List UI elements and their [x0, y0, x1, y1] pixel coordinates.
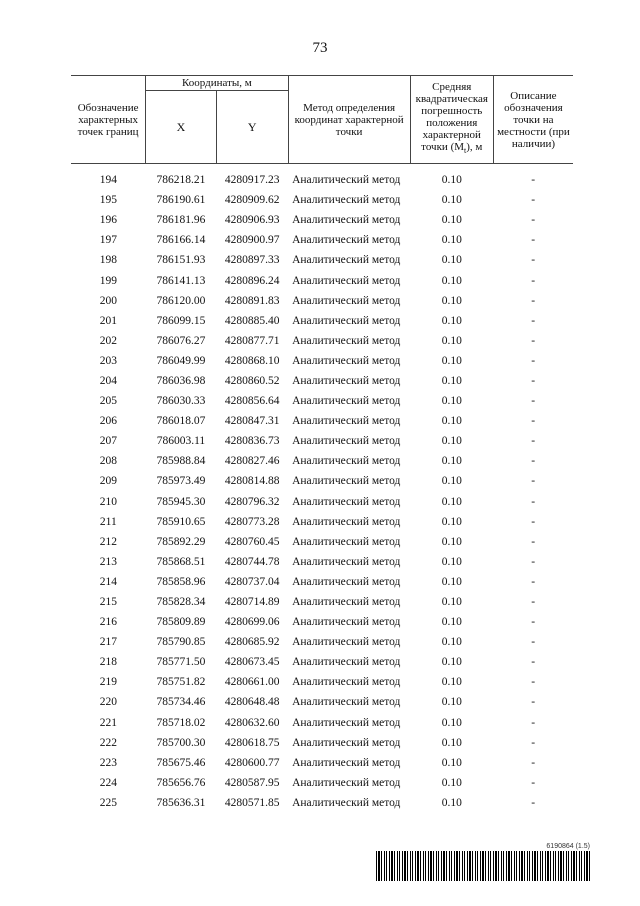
cell-coordinate-x: 785700.30	[156, 736, 206, 749]
cell-point-number: 194	[99, 174, 117, 187]
cell-coordinate-x: 785828.34	[156, 596, 206, 609]
cell-point-number: 200	[99, 294, 117, 307]
cell-error-value: 0.10	[441, 596, 462, 609]
table-row	[71, 552, 573, 572]
table-body	[71, 164, 573, 814]
cell-method: Аналитический метод	[292, 555, 401, 568]
table-row	[71, 773, 573, 793]
table-row	[71, 572, 573, 592]
cell-description: -	[531, 234, 536, 247]
cell-coordinate-x: 785809.89	[156, 616, 206, 629]
cell-coordinate-x: 786218.21	[156, 174, 206, 187]
cell-error-value: 0.10	[441, 274, 462, 287]
table-row	[71, 532, 573, 552]
page-number: 73	[312, 40, 328, 56]
cell-point-number: 215	[99, 596, 117, 609]
table-row	[71, 250, 573, 270]
cell-error-value: 0.10	[441, 174, 462, 187]
cell-method: Аналитический метод	[292, 756, 401, 769]
cell-coordinate-y: 4280836.73	[224, 435, 280, 448]
table-row	[71, 270, 573, 290]
table-row	[71, 592, 573, 612]
cell-coordinate-y: 4280909.62	[224, 194, 280, 207]
table-row	[71, 753, 573, 773]
cell-description: -	[531, 515, 536, 528]
barcode-icon	[376, 851, 590, 881]
cell-coordinate-y: 4280856.64	[224, 395, 280, 408]
cell-error-value: 0.10	[441, 435, 462, 448]
cell-method: Аналитический метод	[292, 435, 401, 448]
barcode-area	[376, 843, 590, 883]
cell-method: Аналитический метод	[292, 174, 401, 187]
cell-error-value: 0.10	[441, 415, 462, 428]
cell-point-number: 209	[99, 475, 117, 488]
table-row	[71, 230, 573, 250]
cell-coordinate-x: 785910.65	[156, 515, 206, 528]
cell-description: -	[531, 455, 536, 468]
cell-point-number: 197	[99, 234, 117, 247]
cell-error-value: 0.10	[441, 395, 462, 408]
cell-coordinate-x: 785734.46	[156, 696, 206, 709]
cell-description: -	[531, 555, 536, 568]
cell-coordinate-y: 4280896.24	[224, 274, 280, 287]
cell-point-number: 195	[99, 194, 117, 207]
cell-coordinate-x: 785945.30	[156, 495, 206, 508]
cell-coordinate-x: 786018.07	[156, 415, 206, 428]
header-error	[410, 76, 493, 164]
cell-error-value: 0.10	[441, 535, 462, 548]
cell-point-number: 196	[99, 214, 117, 227]
cell-point-number: 220	[99, 696, 117, 709]
cell-method: Аналитический метод	[292, 776, 401, 789]
cell-coordinate-y: 4280632.60	[224, 716, 280, 729]
cell-error-value: 0.10	[441, 214, 462, 227]
cell-method: Аналитический метод	[292, 716, 401, 729]
cell-method: Аналитический метод	[292, 395, 401, 408]
cell-error-value: 0.10	[441, 374, 462, 387]
cell-coordinate-y: 4280868.10	[224, 354, 280, 367]
cell-method: Аналитический метод	[292, 696, 401, 709]
cell-method: Аналитический метод	[292, 616, 401, 629]
table-row	[71, 210, 573, 230]
table-row	[71, 331, 573, 351]
cell-error-value: 0.10	[441, 616, 462, 629]
cell-error-value: 0.10	[441, 194, 462, 207]
table-row	[71, 652, 573, 672]
coordinates-table	[71, 75, 573, 813]
cell-method: Аналитический метод	[292, 294, 401, 307]
cell-error-value: 0.10	[441, 736, 462, 749]
cell-description: -	[531, 736, 536, 749]
table-row	[71, 672, 573, 692]
cell-error-value: 0.10	[441, 796, 462, 809]
cell-method: Аналитический метод	[292, 736, 401, 749]
cell-coordinate-x: 786030.33	[156, 395, 206, 408]
cell-point-number: 216	[99, 616, 117, 629]
cell-coordinate-x: 786166.14	[156, 234, 206, 247]
cell-coordinate-y: 4280827.46	[224, 455, 280, 468]
cell-point-number: 210	[99, 495, 117, 508]
cell-error-value: 0.10	[441, 776, 462, 789]
cell-description: -	[531, 756, 536, 769]
cell-coordinate-y: 4280648.48	[224, 696, 280, 709]
cell-point-number: 208	[99, 455, 117, 468]
cell-coordinate-y: 4280847.31	[224, 415, 280, 428]
cell-description: -	[531, 535, 536, 548]
cell-coordinate-y: 4280618.75	[224, 736, 280, 749]
table-row	[71, 391, 573, 411]
cell-description: -	[531, 495, 536, 508]
cell-error-value: 0.10	[441, 656, 462, 669]
cell-point-number: 222	[99, 736, 117, 749]
table-row	[71, 733, 573, 753]
cell-method: Аналитический метод	[292, 314, 401, 327]
cell-point-number: 211	[99, 515, 117, 528]
cell-point-number: 212	[99, 535, 117, 548]
cell-point-number: 224	[99, 776, 117, 789]
table-row	[71, 512, 573, 532]
cell-coordinate-y: 4280900.97	[224, 234, 280, 247]
cell-description: -	[531, 616, 536, 629]
table-row	[71, 713, 573, 733]
cell-method: Аналитический метод	[292, 354, 401, 367]
table-row	[71, 451, 573, 471]
header-x: X	[146, 91, 217, 164]
cell-error-value: 0.10	[441, 636, 462, 649]
cell-method: Аналитический метод	[292, 575, 401, 588]
cell-method: Аналитический метод	[292, 254, 401, 267]
table-row	[71, 632, 573, 652]
cell-method: Аналитический метод	[292, 796, 401, 809]
cell-method: Аналитический метод	[292, 234, 401, 247]
cell-point-number: 206	[99, 415, 117, 428]
header-designation: Обозначение характерных точек границ	[71, 76, 146, 164]
cell-method: Аналитический метод	[292, 596, 401, 609]
cell-method: Аналитический метод	[292, 214, 401, 227]
cell-coordinate-x: 786120.00	[156, 294, 206, 307]
cell-coordinate-y: 4280661.00	[224, 676, 280, 689]
cell-coordinate-y: 4280885.40	[224, 314, 280, 327]
cell-coordinate-x: 785718.02	[156, 716, 206, 729]
cell-point-number: 199	[99, 274, 117, 287]
cell-coordinate-x: 785636.31	[156, 796, 206, 809]
cell-description: -	[531, 676, 536, 689]
cell-point-number: 214	[99, 575, 117, 588]
cell-point-number: 218	[99, 656, 117, 669]
cell-point-number: 202	[99, 334, 117, 347]
cell-description: -	[531, 274, 536, 287]
header-coordinates-group: Координаты, м	[146, 76, 288, 91]
header-error-suffix: ), м	[466, 141, 483, 154]
header-y: Y	[216, 91, 288, 164]
cell-coordinate-y: 4280685.92	[224, 636, 280, 649]
cell-point-number: 213	[99, 555, 117, 568]
cell-coordinate-y: 4280877.71	[224, 334, 280, 347]
cell-coordinate-y: 4280673.45	[224, 656, 280, 669]
cell-description: -	[531, 796, 536, 809]
cell-method: Аналитический метод	[292, 636, 401, 649]
cell-description: -	[531, 435, 536, 448]
cell-error-value: 0.10	[441, 756, 462, 769]
cell-error-value: 0.10	[441, 254, 462, 267]
cell-coordinate-y: 4280897.33	[224, 254, 280, 267]
cell-description: -	[531, 415, 536, 428]
cell-coordinate-x: 785892.29	[156, 535, 206, 548]
cell-point-number: 203	[99, 354, 117, 367]
cell-coordinate-y: 4280891.83	[224, 294, 280, 307]
cell-coordinate-x: 786181.96	[156, 214, 206, 227]
cell-description: -	[531, 374, 536, 387]
cell-point-number: 201	[99, 314, 117, 327]
cell-description: -	[531, 395, 536, 408]
cell-description: -	[531, 475, 536, 488]
cell-error-value: 0.10	[441, 294, 462, 307]
cell-description: -	[531, 575, 536, 588]
cell-error-value: 0.10	[441, 314, 462, 327]
cell-error-value: 0.10	[441, 334, 462, 347]
cell-coordinate-y: 4280714.89	[224, 596, 280, 609]
cell-coordinate-x: 786003.11	[156, 435, 206, 448]
table-row	[71, 311, 573, 331]
cell-coordinate-y: 4280600.77	[224, 756, 280, 769]
cell-coordinate-x: 786141.13	[156, 274, 206, 287]
cell-description: -	[531, 656, 536, 669]
cell-point-number: 221	[99, 716, 117, 729]
cell-error-value: 0.10	[441, 354, 462, 367]
cell-coordinate-x: 786190.61	[156, 194, 206, 207]
cell-coordinate-y: 4280760.45	[224, 535, 280, 548]
table-row	[71, 351, 573, 371]
cell-coordinate-x: 785973.49	[156, 475, 206, 488]
cell-point-number: 198	[99, 254, 117, 267]
cell-coordinate-x: 786099.15	[156, 314, 206, 327]
cell-coordinate-x: 785868.51	[156, 555, 206, 568]
cell-description: -	[531, 294, 536, 307]
cell-coordinate-x: 785675.46	[156, 756, 206, 769]
cell-coordinate-x: 786036.98	[156, 374, 206, 387]
cell-description: -	[531, 636, 536, 649]
table-row	[71, 411, 573, 431]
table-row	[71, 471, 573, 491]
table-row	[71, 291, 573, 311]
cell-method: Аналитический метод	[292, 475, 401, 488]
cell-coordinate-y: 4280587.95	[224, 776, 280, 789]
cell-coordinate-x: 785771.50	[156, 656, 206, 669]
table-header	[71, 76, 573, 164]
cell-method: Аналитический метод	[292, 274, 401, 287]
cell-coordinate-y: 4280860.52	[224, 374, 280, 387]
header-description: Описание обозначения точки на местности (при наличии)	[493, 76, 573, 164]
cell-coordinate-y: 4280744.78	[224, 555, 280, 568]
cell-point-number: 223	[99, 756, 117, 769]
cell-method: Аналитический метод	[292, 676, 401, 689]
cell-method: Аналитический метод	[292, 415, 401, 428]
cell-error-value: 0.10	[441, 716, 462, 729]
cell-coordinate-x: 785858.96	[156, 575, 206, 588]
cell-point-number: 217	[99, 636, 117, 649]
cell-point-number: 205	[99, 395, 117, 408]
cell-description: -	[531, 334, 536, 347]
cell-error-value: 0.10	[441, 495, 462, 508]
cell-error-value: 0.10	[441, 696, 462, 709]
table-row	[71, 793, 573, 813]
cell-error-value: 0.10	[441, 455, 462, 468]
cell-description: -	[531, 696, 536, 709]
cell-description: -	[531, 194, 536, 207]
cell-point-number: 219	[99, 676, 117, 689]
table-row	[71, 692, 573, 712]
cell-description: -	[531, 174, 536, 187]
cell-error-value: 0.10	[441, 234, 462, 247]
cell-error-value: 0.10	[441, 555, 462, 568]
cell-method: Аналитический метод	[292, 495, 401, 508]
cell-description: -	[531, 716, 536, 729]
table-row	[71, 190, 573, 210]
cell-description: -	[531, 314, 536, 327]
cell-error-value: 0.10	[441, 676, 462, 689]
cell-method: Аналитический метод	[292, 374, 401, 387]
cell-error-value: 0.10	[441, 515, 462, 528]
cell-method: Аналитический метод	[292, 515, 401, 528]
cell-coordinate-y: 4280773.28	[224, 515, 280, 528]
cell-coordinate-x: 786076.27	[156, 334, 206, 347]
table-row	[71, 492, 573, 512]
cell-coordinate-y: 4280699.06	[224, 616, 280, 629]
cell-description: -	[531, 214, 536, 227]
cell-coordinate-y: 4280906.93	[224, 214, 280, 227]
header-error-prefix: Средняя квадратическая погрешность положения характерной точки (M	[415, 81, 488, 154]
cell-method: Аналитический метод	[292, 535, 401, 548]
cell-coordinate-y: 4280796.32	[224, 495, 280, 508]
cell-coordinate-x: 785988.84	[156, 455, 206, 468]
table-row	[71, 371, 573, 391]
table-row	[71, 431, 573, 451]
cell-coordinate-x: 785790.85	[156, 636, 206, 649]
cell-coordinate-y: 4280814.88	[224, 475, 280, 488]
cell-coordinate-x: 785656.76	[156, 776, 206, 789]
header-error-sub: t	[464, 146, 467, 156]
cell-description: -	[531, 596, 536, 609]
table-row	[71, 612, 573, 632]
cell-method: Аналитический метод	[292, 656, 401, 669]
cell-method: Аналитический метод	[292, 455, 401, 468]
cell-description: -	[531, 254, 536, 267]
table-row	[71, 164, 573, 191]
cell-method: Аналитический метод	[292, 334, 401, 347]
header-method: Метод определения координат характерной точки	[288, 76, 410, 164]
barcode-number: 6190864 (1.5)	[546, 843, 590, 850]
cell-error-value: 0.10	[441, 475, 462, 488]
cell-coordinate-y: 4280917.23	[224, 174, 280, 187]
cell-error-value: 0.10	[441, 575, 462, 588]
cell-coordinate-x: 786049.99	[156, 354, 206, 367]
cell-method: Аналитический метод	[292, 194, 401, 207]
cell-point-number: 204	[99, 374, 117, 387]
cell-coordinate-y: 4280737.04	[224, 575, 280, 588]
cell-point-number: 225	[99, 796, 117, 809]
cell-point-number: 207	[99, 435, 117, 448]
cell-coordinate-x: 786151.93	[156, 254, 206, 267]
cell-coordinate-x: 785751.82	[156, 676, 206, 689]
cell-coordinate-y: 4280571.85	[224, 796, 280, 809]
cell-description: -	[531, 354, 536, 367]
cell-description: -	[531, 776, 536, 789]
